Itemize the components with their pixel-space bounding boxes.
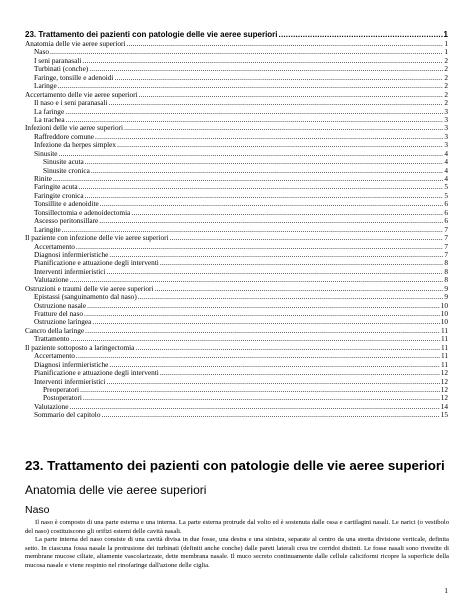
toc-dot-leader <box>127 40 444 48</box>
toc-dot-leader <box>279 30 443 40</box>
toc-entry[interactable] <box>25 124 448 132</box>
toc-entry[interactable] <box>25 243 448 251</box>
toc-entry-page: 4 <box>444 166 448 175</box>
toc-entry-page: 7 <box>444 242 448 251</box>
toc-entry-label: Trattamento <box>34 335 70 344</box>
toc-entry-page: 11 <box>440 343 448 352</box>
toc-dot-leader <box>85 192 444 200</box>
toc-entry[interactable] <box>25 141 448 149</box>
toc-entry-label: Ostruzione nasale <box>34 301 87 310</box>
toc-entry-label: Sinusite <box>34 149 58 158</box>
toc-dot-leader <box>80 386 440 394</box>
toc-dot-leader <box>95 133 443 141</box>
toc-entry[interactable] <box>25 209 448 217</box>
toc-entry-page: 12 <box>440 394 448 403</box>
toc-entry-label: Il paziente con infezione delle vie aeree superiori <box>25 234 169 243</box>
toc-entry-page: 8 <box>444 276 448 285</box>
toc-entry-label: I seni paranasali <box>34 56 82 65</box>
section-title: Anatomia delle vie aeree superiori <box>25 483 207 497</box>
toc-entry-page: 11 <box>440 326 448 335</box>
toc-entry-page: 6 <box>444 200 448 209</box>
toc-entry-page: 6 <box>444 217 448 226</box>
toc-entry-page: 2 <box>444 90 448 99</box>
page-number: 1 <box>444 586 448 595</box>
toc-entry-page: 2 <box>444 65 448 74</box>
toc-entry-page: 7 <box>444 234 448 243</box>
toc-entry-page: 5 <box>444 191 448 200</box>
toc-entry-page: 7 <box>444 225 448 234</box>
toc-entry[interactable] <box>25 175 448 183</box>
toc-dot-leader <box>91 167 444 175</box>
toc-entry-page: 3 <box>444 141 448 150</box>
toc-dot-leader <box>69 276 443 284</box>
toc-dot-leader <box>65 108 443 116</box>
toc-entry-page: 9 <box>444 293 448 302</box>
toc-entry[interactable] <box>25 91 448 99</box>
toc-entry-label: Sommario del capitolo <box>34 411 101 420</box>
subsection-title: Naso <box>25 504 50 516</box>
paragraph: La parte interna del naso consiste di una cavità divisa in due fosse, una destra e una sinistra, separate al centro da una stretta divisione verticale, definita setto. In ciascuna fossa nasale la protrusione dei turbinati (definiti anche conche) dalle pareti laterali crea tre corridoi distinti. Le fosse nasali sono rivestite di membrane mucose ciliate, altamente vascolarizzate, dette membrana nasale. Il muco secreto continuamente dalle cellule caliciformi ricopre la superficie della mucosa nasale e viene respinto nel rinofaringe dall'azione delle ciglia. <box>25 536 449 569</box>
toc-dot-leader <box>83 394 440 402</box>
toc-entry[interactable] <box>25 276 448 284</box>
toc-entry[interactable] <box>25 74 448 82</box>
toc-entry[interactable] <box>25 158 448 166</box>
toc-dot-leader <box>66 116 444 124</box>
toc-dot-leader <box>109 99 444 107</box>
toc-dot-leader <box>138 293 444 301</box>
toc-entry[interactable] <box>25 183 448 191</box>
toc-entry-page: 10 <box>440 318 448 327</box>
toc-entry-label: Pianificazione e attuazione degli interventi <box>34 259 159 268</box>
toc-dot-leader <box>131 209 443 217</box>
toc-entry-page: 8 <box>444 259 448 268</box>
toc-entry-label: Infezione da herpes simplex <box>34 141 117 150</box>
toc-dot-leader <box>79 183 444 191</box>
toc-dot-leader <box>50 48 443 56</box>
toc-dot-leader <box>124 124 443 132</box>
toc-entry[interactable] <box>25 108 448 116</box>
toc-dot-leader <box>70 335 440 343</box>
toc-entry[interactable] <box>25 293 448 301</box>
toc-entry-label: Raffreddore comune <box>34 132 95 141</box>
toc-entry-page: 9 <box>444 284 448 293</box>
toc-entry-label: 23. Trattamento dei pazienti con patologie delle vie aeree superiori <box>25 30 278 39</box>
toc-entry[interactable] <box>25 310 448 318</box>
toc-entry[interactable] <box>25 403 448 411</box>
toc-entry-page: 3 <box>444 124 448 133</box>
toc-dot-leader <box>58 82 444 90</box>
toc-dot-leader <box>170 234 444 242</box>
toc-entry[interactable] <box>25 217 448 225</box>
toc-entry-page: 11 <box>440 360 448 369</box>
toc-entry[interactable] <box>25 133 448 141</box>
toc-entry[interactable] <box>25 378 448 386</box>
toc-entry-page: 3 <box>444 107 448 116</box>
toc-entry-page: 14 <box>440 402 448 411</box>
toc-entry-page: 2 <box>444 82 448 91</box>
toc-entry-label: Preoperatori <box>43 385 80 394</box>
toc-entry-label: Epistassi (sanguinamento dal naso) <box>34 293 137 302</box>
toc-entry-label: Il naso e i seni paranasali <box>34 99 108 108</box>
toc-dot-leader <box>107 378 440 386</box>
toc-entry-label: Anatomia delle vie aeree superiori <box>25 40 126 48</box>
toc-dot-leader <box>160 369 440 377</box>
toc-entry-page: 1 <box>443 30 448 39</box>
toc-entry[interactable] <box>25 394 448 402</box>
toc-entry-label: Cancro della laringe <box>25 326 85 335</box>
toc-dot-leader <box>109 361 440 369</box>
toc-entry-label: Accertamento <box>34 242 75 251</box>
toc-entry-label: Il paziente sottoposto a laringectomia <box>25 343 135 352</box>
toc-entry-label: Sinusite acuta <box>43 158 84 167</box>
toc-entry-page: 8 <box>444 267 448 276</box>
toc-entry-page: 7 <box>444 250 448 259</box>
toc-entry[interactable] <box>25 386 448 394</box>
toc-dot-leader <box>160 259 444 267</box>
toc-dot-leader <box>101 411 439 419</box>
toc-dot-leader <box>87 302 440 310</box>
toc-dot-leader <box>117 141 443 149</box>
toc-entry-page: 2 <box>444 73 448 82</box>
paragraph: Il naso è composto di una parte esterna e una interna. La parte esterna protrude dal volto ed è sostenuta dalle ossa e cartilagini nasali. Le narici (o vestibolo del naso) costituiscono gli orifizi esterni delle cavità nasali. <box>25 519 449 535</box>
toc-entry[interactable] <box>25 192 448 200</box>
toc-entry-page: 1 <box>444 40 448 48</box>
toc-entry-label: Infezioni delle vie aeree superiori <box>25 124 124 133</box>
toc-entry-label: Faringite acuta <box>34 183 78 192</box>
toc-dot-leader <box>135 344 440 352</box>
toc-entry[interactable] <box>25 251 448 259</box>
toc-entry-page: 12 <box>440 385 448 394</box>
toc-entry-label: Fratture del naso <box>34 310 84 318</box>
toc-entry-label: Postoperatori <box>43 394 82 403</box>
toc-entry-label: Sinusite cronica <box>43 166 90 175</box>
toc-dot-leader <box>76 243 443 251</box>
toc-entry-page: 4 <box>444 149 448 158</box>
toc-entry-label: Diagnosi infermieristiche <box>34 250 109 259</box>
toc-entry[interactable] <box>25 268 448 276</box>
table-of-contents <box>25 30 448 420</box>
toc-entry[interactable] <box>25 411 448 419</box>
toc-entry-page: 15 <box>440 411 448 420</box>
toc-entry[interactable] <box>25 48 448 56</box>
chapter-title: 23. Trattamento dei pazienti con patologie delle vie aeree superiori <box>25 458 445 473</box>
toc-dot-leader <box>92 318 439 326</box>
toc-dot-leader <box>53 175 444 183</box>
toc-entry[interactable] <box>25 327 448 335</box>
toc-entry[interactable] <box>25 200 448 208</box>
toc-entry[interactable] <box>25 344 448 352</box>
toc-entry-label: Naso <box>34 48 49 57</box>
toc-entry[interactable] <box>25 335 448 343</box>
toc-entry-page: 3 <box>444 115 448 124</box>
toc-entry-label: La trachea <box>34 115 65 124</box>
toc-entry-label: Ascesso peritonsillare <box>34 217 99 226</box>
toc-entry-label: Faringe, tonsille e adenoidi <box>34 73 114 82</box>
toc-entry[interactable] <box>25 285 448 293</box>
toc-entry-label: Laringe <box>34 82 57 91</box>
toc-entry-label: Valutazione <box>34 402 69 411</box>
toc-entry-label: Accertamento delle vie aeree superiori <box>25 90 138 99</box>
toc-dot-leader <box>100 200 444 208</box>
toc-dot-leader <box>85 158 444 166</box>
toc-entry-label: Interventi infermieristici <box>34 377 106 386</box>
toc-dot-leader <box>69 403 439 411</box>
toc-dot-leader <box>109 251 443 259</box>
toc-entry-page: 5 <box>444 183 448 192</box>
toc-entry[interactable] <box>25 116 448 124</box>
toc-entry-chapter[interactable] <box>25 30 448 40</box>
toc-entry-label: Tonsillite e adenoidite <box>34 200 99 209</box>
toc-dot-leader <box>84 310 440 318</box>
toc-entry-label: Faringite cronica <box>34 191 84 200</box>
toc-entry-page: 3 <box>444 132 448 141</box>
toc-entry-page: 12 <box>440 377 448 386</box>
toc-entry-label: La faringe <box>34 107 65 116</box>
toc-dot-leader <box>99 217 443 225</box>
toc-entry-page: 10 <box>440 310 448 318</box>
toc-entry-label: Ostruzione laringea <box>34 318 92 327</box>
toc-dot-leader <box>154 285 443 293</box>
toc-entry[interactable] <box>25 302 448 310</box>
toc-entry[interactable] <box>25 57 448 65</box>
toc-entry[interactable] <box>25 352 448 360</box>
body-text <box>25 519 449 570</box>
toc-entry-label: Pianificazione e attuazione degli interventi <box>34 369 159 378</box>
toc-dot-leader <box>114 74 443 82</box>
toc-entry-page: 6 <box>444 208 448 217</box>
toc-dot-leader <box>62 226 444 234</box>
toc-dot-leader <box>76 352 440 360</box>
toc-entry[interactable] <box>25 99 448 107</box>
toc-entry-page: 10 <box>440 301 448 310</box>
toc-entry-label: Laringite <box>34 225 61 234</box>
toc-entry-label: Valutazione <box>34 276 69 285</box>
toc-dot-leader <box>89 65 443 73</box>
toc-entry[interactable] <box>25 259 448 267</box>
toc-entry-label: Rinite <box>34 175 52 183</box>
toc-entry-label: Ostruzioni e traumi delle vie aeree superiori <box>25 284 154 293</box>
toc-entry-label: Interventi infermieristici <box>34 267 106 276</box>
toc-entry-page: 4 <box>444 158 448 167</box>
toc-entry[interactable] <box>25 318 448 326</box>
toc-entry-page: 1 <box>444 48 448 57</box>
toc-entry[interactable] <box>25 65 448 73</box>
toc-entry[interactable] <box>25 150 448 158</box>
toc-entry-page: 2 <box>444 56 448 65</box>
toc-entry-page: 11 <box>440 352 448 361</box>
toc-entry[interactable] <box>25 369 448 377</box>
toc-entry[interactable] <box>25 40 448 48</box>
toc-entry[interactable] <box>25 226 448 234</box>
toc-dot-leader <box>82 57 443 65</box>
toc-dot-leader <box>107 268 444 276</box>
toc-dot-leader <box>85 327 440 335</box>
toc-entry-page: 11 <box>440 335 448 344</box>
toc-entry-page: 2 <box>444 99 448 108</box>
toc-entry[interactable] <box>25 82 448 90</box>
toc-entry-label: Turbinati (conche) <box>34 65 89 74</box>
toc-entry-label: Accertamento <box>34 352 75 361</box>
toc-dot-leader <box>59 150 444 158</box>
toc-entry[interactable] <box>25 361 448 369</box>
toc-entry-label: Diagnosi infermieristiche <box>34 360 109 369</box>
toc-entry[interactable] <box>25 167 448 175</box>
toc-entry[interactable] <box>25 234 448 242</box>
toc-entry-page: 4 <box>444 175 448 183</box>
toc-entry-page: 12 <box>440 369 448 378</box>
toc-dot-leader <box>139 91 444 99</box>
toc-entry-label: Tonsillectomia e adenoidectomia <box>34 208 131 217</box>
